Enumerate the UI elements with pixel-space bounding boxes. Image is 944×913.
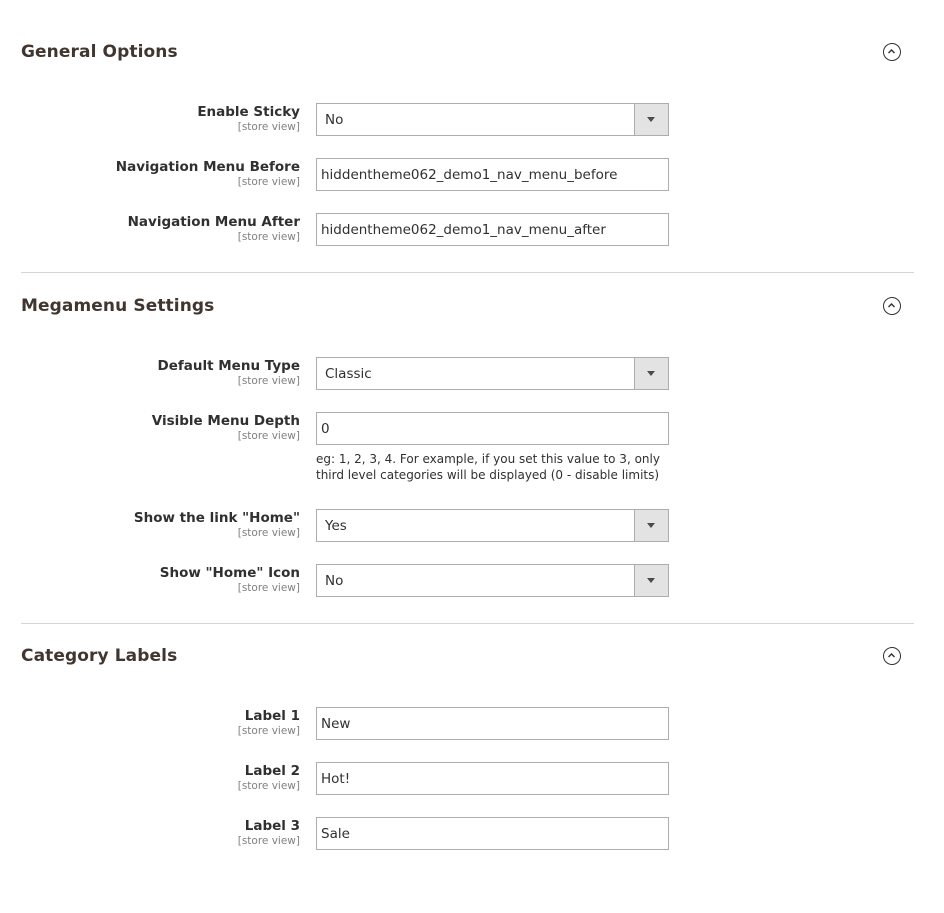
label-visible-menu-depth: Visible Menu Depth [151,413,300,429]
select-value: No [325,573,344,589]
row-nav-menu-after [21,213,914,247]
row-label-2 [21,762,914,796]
label-nav-menu-before: Navigation Menu Before [115,159,300,175]
dropdown-button[interactable] [634,358,668,389]
section-divider [21,272,914,273]
chevron-down-icon [647,578,655,583]
select-value: No [325,112,344,128]
chevron-down-icon [647,117,655,122]
select-value: Classic [325,366,372,382]
row-label-3 [21,817,914,851]
field-note: eg: 1, 2, 3, 4. For example, if you set this value to 3, only third level categories will be displayed (0 - disable limits) [316,452,660,482]
default-menu-type-select[interactable] [316,357,669,390]
scope-label: [store view] [237,527,300,539]
section-title-megamenu-settings[interactable]: Megamenu Settings [21,296,215,316]
enable-sticky-select[interactable] [316,103,669,136]
section-title-category-labels[interactable]: Category Labels [21,646,178,666]
input-value: hiddentheme062_demo1_nav_menu_before [321,167,618,183]
label-default-menu-type: Default Menu Type [157,358,300,374]
label-3-input[interactable] [316,817,669,850]
input-value: New [321,716,351,732]
chevron-down-icon [647,371,655,376]
nav-menu-before-input[interactable] [316,158,669,191]
scope-label: [store view] [237,780,300,792]
scope-label: [store view] [237,231,300,243]
input-value: hiddentheme062_demo1_nav_menu_after [321,222,606,238]
visible-menu-depth-input[interactable] [316,412,669,445]
input-value: Sale [321,826,350,842]
row-visible-menu-depth [21,412,914,482]
scope-label: [store view] [237,176,300,188]
label-2-input[interactable] [316,762,669,795]
scope-label: [store view] [237,121,300,133]
row-show-home-icon [21,564,914,598]
section-title-general-options[interactable]: General Options [21,42,178,62]
chevron-down-icon [647,523,655,528]
label-label-2: Label 2 [244,763,300,779]
label-1-input[interactable] [316,707,669,740]
show-home-icon-select[interactable] [316,564,669,597]
collapse-icon[interactable] [883,647,901,665]
label-nav-menu-after: Navigation Menu After [127,214,300,230]
collapse-icon[interactable] [883,297,901,315]
nav-menu-after-input[interactable] [316,213,669,246]
label-label-1: Label 1 [244,708,300,724]
select-value: Yes [325,518,347,534]
row-show-home-link [21,509,914,543]
scope-label: [store view] [237,582,300,594]
show-home-link-select[interactable] [316,509,669,542]
scope-label: [store view] [237,430,300,442]
input-value: 0 [321,421,330,437]
row-enable-sticky [21,103,914,137]
scope-label: [store view] [237,375,300,387]
section-divider [21,623,914,624]
label-show-home-icon: Show "Home" Icon [159,565,300,581]
row-default-menu-type [21,357,914,391]
dropdown-button[interactable] [634,510,668,541]
label-show-home-link: Show the link "Home" [133,510,300,526]
dropdown-button[interactable] [634,104,668,135]
input-value: Hot! [321,771,351,787]
scope-label: [store view] [237,725,300,737]
dropdown-button[interactable] [634,565,668,596]
row-nav-menu-before [21,158,914,192]
row-label-1 [21,707,914,741]
label-enable-sticky: Enable Sticky [197,104,300,120]
scope-label: [store view] [237,835,300,847]
collapse-icon[interactable] [883,43,901,61]
label-label-3: Label 3 [244,818,300,834]
